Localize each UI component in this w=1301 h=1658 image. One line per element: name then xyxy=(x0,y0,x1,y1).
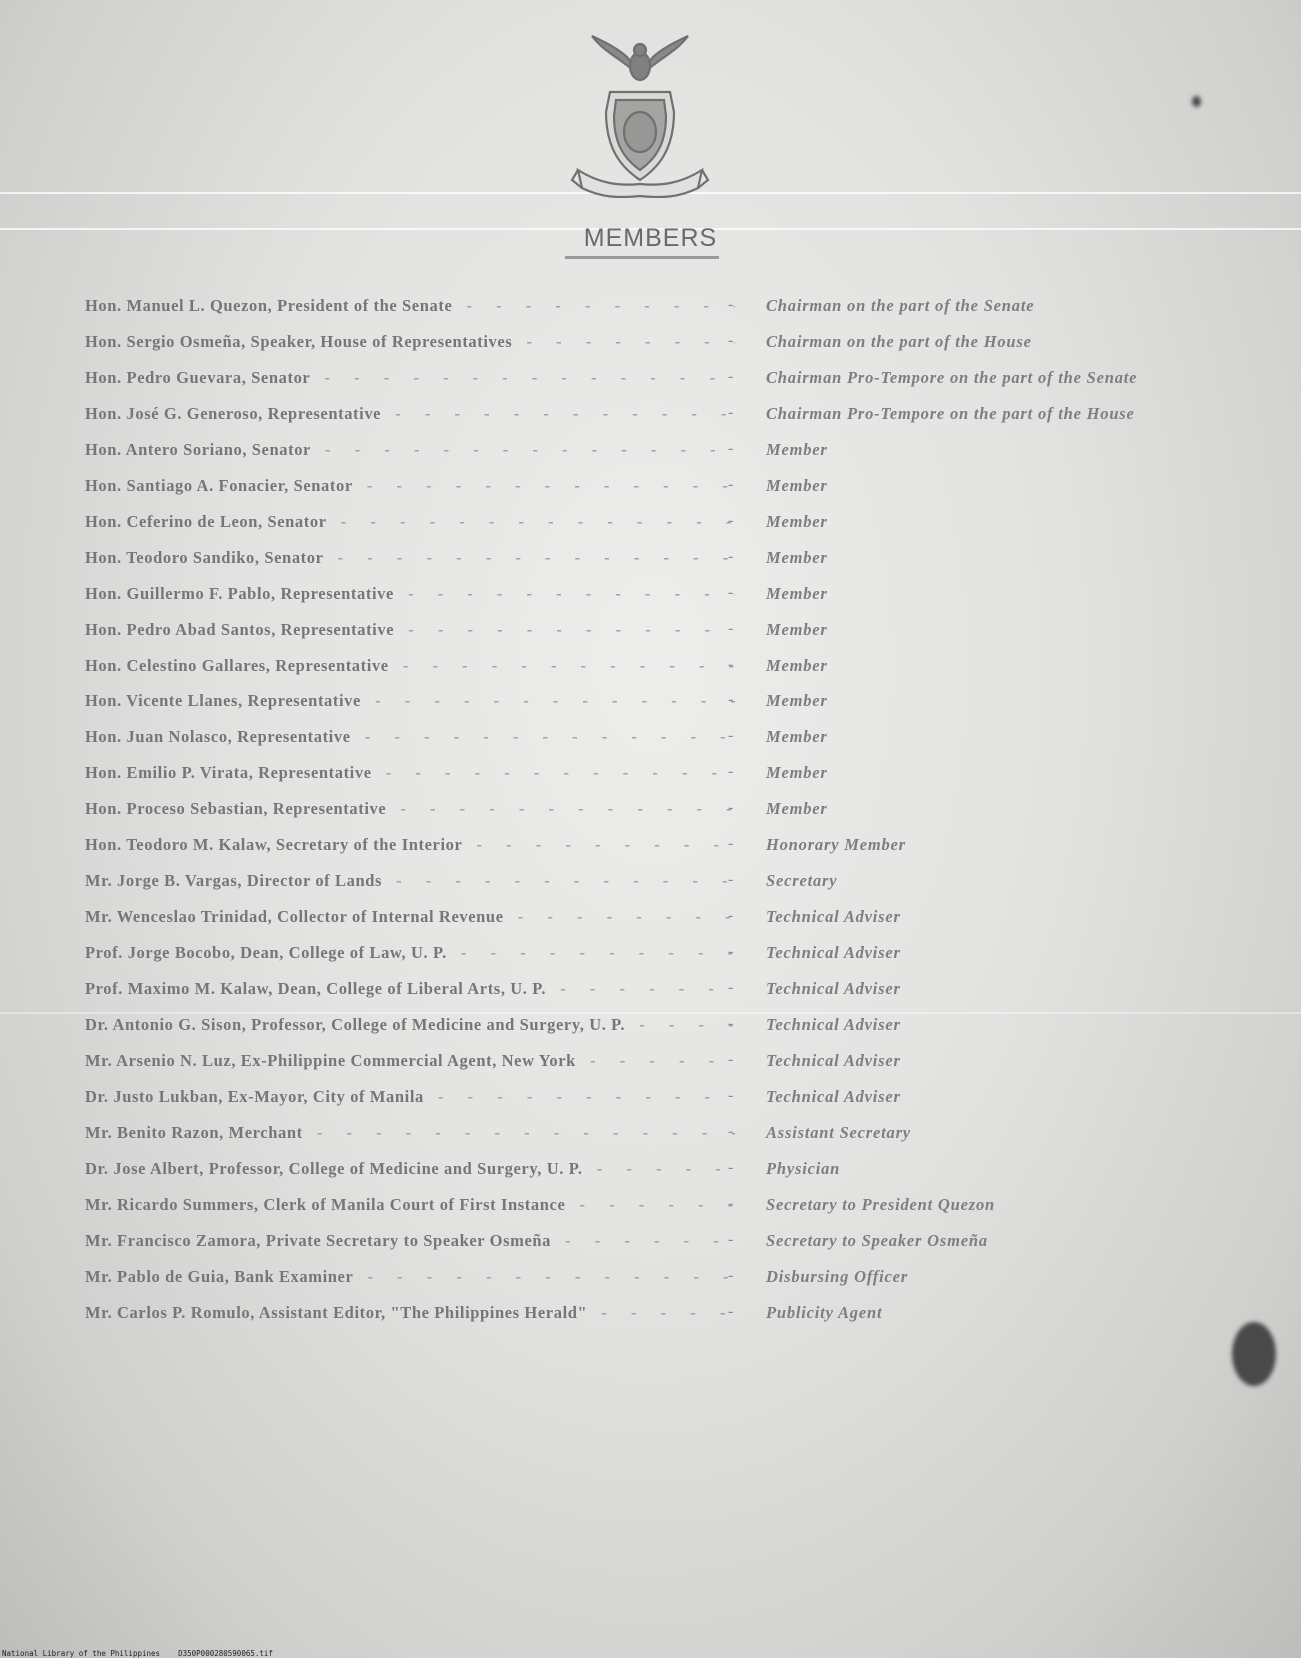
member-name: Hon. Teodoro Sandiko, Senator - - - xyxy=(85,548,735,568)
member-row xyxy=(0,763,1301,793)
member-name: Hon. Vicente Llanes, Representative - - - xyxy=(85,691,735,711)
member-role: Chairman on the part of the Senate xyxy=(766,296,1035,315)
member-row xyxy=(0,1267,1301,1297)
member-name: Hon. Juan Nolasco, Representative - - - xyxy=(85,727,735,747)
member-name: Mr. Ricardo Summers, Clerk of Manila Court of First Instance - - - xyxy=(85,1195,735,1215)
leader-dash: - xyxy=(728,619,734,637)
member-name: Hon. Emilio P. Virata, Representative - - - xyxy=(85,763,735,783)
member-row xyxy=(0,1015,1301,1045)
member-role: Secretary xyxy=(766,871,838,891)
leader-dash: - xyxy=(728,655,734,673)
page-title: MEMBERS xyxy=(583,224,718,252)
leader-dash: - xyxy=(728,691,734,709)
member-row xyxy=(0,1159,1301,1189)
member-row xyxy=(0,1087,1301,1117)
member-role: Chairman Pro-Tempore on the part of the Senate xyxy=(766,367,1138,387)
title-underline xyxy=(565,256,719,259)
member-row xyxy=(0,332,1301,362)
member-role: Technical Adviser xyxy=(766,907,901,927)
member-role: Technical Adviser xyxy=(766,1015,901,1034)
member-role: Disbursing Officer xyxy=(766,1266,908,1286)
leader-dash: - xyxy=(728,871,734,889)
leader-dash: - xyxy=(728,835,734,853)
member-role: Technical Adviser xyxy=(766,1050,901,1070)
member-row xyxy=(0,512,1301,542)
member-name: Hon. José G. Generoso, Representative - - - xyxy=(85,404,735,424)
member-role: Technical Adviser xyxy=(766,943,901,963)
member-name: Hon. Teodoro M. Kalaw, Secretary of the Interior - - - xyxy=(85,835,735,855)
member-name: Mr. Francisco Zamora, Private Secretary to Speaker Osmeña - - - xyxy=(85,1231,735,1251)
coat-of-arms-seal-icon xyxy=(570,28,710,198)
member-row xyxy=(0,907,1301,937)
member-row xyxy=(0,835,1301,865)
scan-footer xyxy=(2,1649,273,1658)
member-name: Mr. Jorge B. Vargas, Director of Lands - - - xyxy=(85,871,735,891)
leader-dash: - xyxy=(728,1086,734,1104)
leader-dash: - xyxy=(728,979,734,997)
member-role: Technical Adviser xyxy=(766,1086,901,1106)
member-role: Member xyxy=(766,799,828,819)
member-row xyxy=(0,584,1301,614)
leader-dash: - xyxy=(728,511,734,529)
member-row xyxy=(0,296,1301,326)
member-name: Prof. Maximo M. Kalaw, Dean, College of Liberal Arts, U. P. - - - xyxy=(85,979,735,999)
member-role: Chairman Pro-Tempore on the part of the House xyxy=(766,403,1135,423)
member-name: Hon. Pedro Guevara, Senator - - - xyxy=(85,368,735,388)
member-role: Member xyxy=(766,475,828,495)
member-name: Mr. Carlos P. Romulo, Assistant Editor, "The Philippines Herald" - - - xyxy=(85,1303,735,1323)
member-role: Honorary Member xyxy=(766,835,906,855)
member-name: Dr. Antonio G. Sison, Professor, College of Medicine and Surgery, U. P. - - - xyxy=(85,1015,735,1035)
member-name: Dr. Justo Lukban, Ex-Mayor, City of Manila - - - xyxy=(85,1087,735,1107)
member-row xyxy=(0,404,1301,434)
member-role: Secretary to President Quezon xyxy=(766,1194,995,1214)
member-row xyxy=(0,656,1301,686)
leader-dash: - xyxy=(728,1158,734,1176)
leader-dash: - xyxy=(728,475,734,493)
member-name: Dr. Jose Albert, Professor, College of Medicine and Surgery, U. P. - - - xyxy=(85,1159,735,1179)
leader-dash: - xyxy=(728,331,734,349)
leader-dash: - xyxy=(728,1194,734,1212)
member-name: Hon. Celestino Gallares, Representative - - - xyxy=(85,656,735,676)
member-row xyxy=(0,1303,1301,1333)
member-row xyxy=(0,1123,1301,1153)
member-name: Hon. Manuel L. Quezon, President of the Senate - - - xyxy=(85,296,735,316)
member-row xyxy=(0,943,1301,973)
member-name: Prof. Jorge Bocobo, Dean, College of Law, U. P. - - - xyxy=(85,943,735,963)
member-name: Hon. Santiago A. Fonacier, Senator - - - xyxy=(85,476,735,496)
member-name: Mr. Arsenio N. Luz, Ex-Philippine Commercial Agent, New York - - - xyxy=(85,1051,735,1071)
ink-spot xyxy=(1192,96,1201,107)
member-name: Hon. Antero Soriano, Senator - - - xyxy=(85,440,735,460)
member-name: Hon. Ceferino de Leon, Senator - - - xyxy=(85,512,735,532)
member-role: Member xyxy=(766,547,828,567)
member-row xyxy=(0,1051,1301,1081)
member-role: Member xyxy=(766,619,828,639)
member-role: Member xyxy=(766,511,828,531)
leader-dash: - xyxy=(728,403,734,421)
member-name: Hon. Sergio Osmeña, Speaker, House of Representatives - - - xyxy=(85,332,735,352)
member-role: Physician xyxy=(766,1158,841,1178)
member-row xyxy=(0,368,1301,398)
member-role: Member xyxy=(766,655,828,675)
member-name: Mr. Pablo de Guia, Bank Examiner - - - xyxy=(85,1267,735,1287)
leader-dash: - xyxy=(728,727,734,745)
member-row xyxy=(0,476,1301,506)
member-row xyxy=(0,620,1301,650)
leader-dash: - xyxy=(728,943,734,961)
leader-dash: - xyxy=(728,1230,734,1248)
member-row xyxy=(0,1195,1301,1225)
leader-dash: - xyxy=(728,367,734,385)
member-row xyxy=(0,1231,1301,1261)
footer-library: National Library of the Philippines xyxy=(2,1649,161,1658)
leader-dash: - xyxy=(728,296,734,313)
leader-dash: - xyxy=(728,1266,734,1284)
leader-dash: - xyxy=(728,583,734,601)
leader-dash: - xyxy=(728,907,734,925)
footer-file: D350P000280590065.tif xyxy=(178,1649,273,1658)
member-row xyxy=(0,440,1301,470)
scan-line xyxy=(0,1012,1301,1014)
leader-dash: - xyxy=(728,547,734,565)
member-row xyxy=(0,799,1301,829)
member-row xyxy=(0,691,1301,721)
member-role: Chairman on the part of the House xyxy=(766,331,1032,351)
member-name: Mr. Benito Razon, Merchant - - - xyxy=(85,1123,735,1143)
member-name: Hon. Guillermo F. Pablo, Representative - - - xyxy=(85,584,735,604)
member-row xyxy=(0,548,1301,578)
leader-dash: - xyxy=(728,1122,734,1140)
leader-dash: - xyxy=(728,799,734,817)
member-name: Hon. Proceso Sebastian, Representative - - - xyxy=(85,799,735,819)
leader-dash: - xyxy=(728,439,734,457)
member-role: Member xyxy=(766,763,828,783)
member-name: Mr. Wenceslao Trinidad, Collector of Internal Revenue - - - xyxy=(85,907,735,927)
member-role: Publicity Agent xyxy=(766,1302,883,1322)
member-role: Member xyxy=(766,727,828,747)
member-row xyxy=(0,979,1301,1009)
member-role: Technical Adviser xyxy=(766,979,901,999)
leader-dash: - xyxy=(728,1015,734,1032)
member-name: Hon. Pedro Abad Santos, Representative - - - xyxy=(85,620,735,640)
leader-dash: - xyxy=(728,1302,734,1320)
leader-dash: - xyxy=(728,1050,734,1068)
member-row xyxy=(0,727,1301,757)
member-role: Assistant Secretary xyxy=(766,1122,911,1142)
leader-dash: - xyxy=(728,763,734,781)
member-role: Member xyxy=(766,583,828,603)
member-role: Secretary to Speaker Osmeña xyxy=(766,1230,988,1250)
member-row xyxy=(0,871,1301,901)
member-role: Member xyxy=(766,439,828,459)
member-role: Member xyxy=(766,691,828,711)
